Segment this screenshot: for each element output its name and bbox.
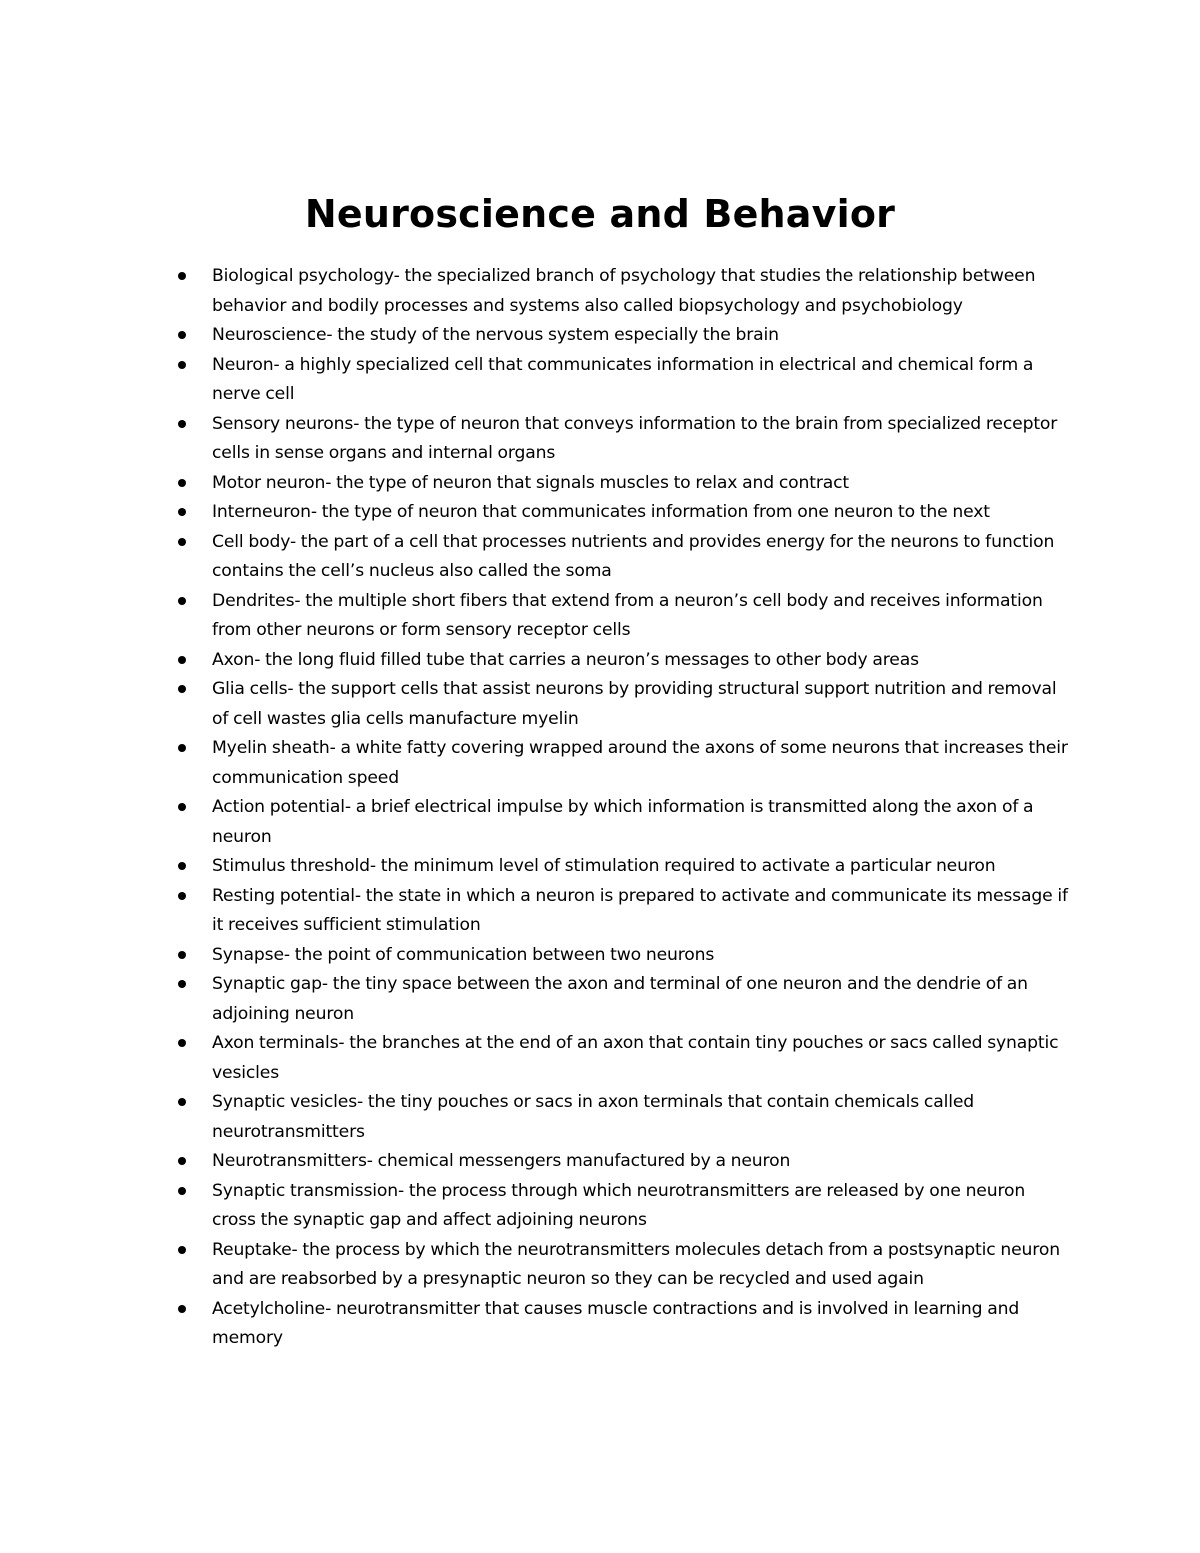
list-item-text: Motor neuron- the type of neuron that signals muscles to relax and contract [212, 472, 850, 493]
bullet-icon [178, 1157, 186, 1165]
list-item-text: Biological psychology- the specialized branch of psychology that studies the relationship between behavior and bodily processes and systems also called biopsychology and psychobiology [212, 266, 1036, 316]
list-item [173, 1147, 1073, 1177]
list-item [173, 587, 1073, 646]
list-item-text: Dendrites- the multiple short fibers that extend from a neuron’s cell body and receives information from other neurons or form sensory receptor cells [212, 590, 1043, 640]
bullet-icon [178, 1246, 186, 1254]
definition-list [173, 262, 1073, 1354]
list-item-text: Resting potential- the state in which a neuron is prepared to activate and communicate its message if it receives sufficient stimulation [212, 885, 1068, 935]
list-item [173, 882, 1073, 941]
list-item [173, 970, 1073, 1029]
list-item [173, 675, 1073, 734]
bullet-icon [178, 862, 186, 870]
list-item-text: Neuron- a highly specialized cell that communicates information in electrical and chemical form a nerve cell [212, 354, 1034, 404]
bullet-icon [178, 656, 186, 664]
list-item-text: Sensory neurons- the type of neuron that conveys information to the brain from specialized receptor cells in sense organs and internal organs [212, 413, 1058, 463]
list-item-text: Action potential- a brief electrical impulse by which information is transmitted along the axon of a neuron [212, 797, 1034, 847]
bullet-icon [178, 361, 186, 369]
bullet-icon [178, 331, 186, 339]
list-item [173, 498, 1073, 528]
bullet-icon [178, 272, 186, 280]
bullet-icon [178, 1039, 186, 1047]
list-item [173, 528, 1073, 587]
list-item-text: Acetylcholine- neurotransmitter that causes muscle contractions and is involved in learning and memory [212, 1298, 1020, 1348]
bullet-icon [178, 420, 186, 428]
list-item [173, 410, 1073, 469]
list-item [173, 321, 1073, 351]
list-item [173, 941, 1073, 971]
list-item-text: Myelin sheath- a white fatty covering wrapped around the axons of some neurons that increases their communication speed [212, 738, 1068, 788]
bullet-icon [178, 538, 186, 546]
list-item-text: Neurotransmitters- chemical messengers manufactured by a neuron [212, 1151, 791, 1171]
list-item [173, 646, 1073, 676]
list-item [173, 351, 1073, 410]
bullet-icon [178, 479, 186, 487]
list-item-text: Stimulus threshold- the minimum level of stimulation required to activate a particular neuron [212, 856, 996, 876]
bullet-icon [178, 508, 186, 516]
bullet-icon [178, 744, 186, 752]
bullet-icon [178, 1305, 186, 1313]
bullet-icon [178, 892, 186, 900]
list-item [173, 1029, 1073, 1088]
page-title: Neuroscience and Behavior [304, 192, 896, 236]
list-item [173, 1088, 1073, 1147]
list-item [173, 734, 1073, 793]
list-item-text: Glia cells- the support cells that assist neurons by providing structural support nutrition and removal of cell wastes glia cells manufacture myelin [212, 679, 1057, 729]
list-item [173, 1177, 1073, 1236]
list-item-text: Synaptic transmission- the process through which neurotransmitters are released by one neuron cross the synaptic gap and affect adjoining neurons [212, 1180, 1026, 1230]
list-item-text: Reuptake- the process by which the neurotransmitters molecules detach from a postsynaptic neuron and are reabsorbed by a presynaptic neuron so they can be recycled and used again [212, 1239, 1060, 1289]
list-item [173, 852, 1073, 882]
list-item [173, 1295, 1073, 1354]
bullet-icon [178, 1098, 186, 1106]
list-item-text: Synaptic gap- the tiny space between the axon and terminal of one neuron and the dendrie of an adjoining neuron [212, 974, 1028, 1024]
list-item-text: Interneuron- the type of neuron that communicates information from one neuron to the next [212, 502, 990, 522]
bullet-icon [178, 1187, 186, 1195]
bullet-icon [178, 951, 186, 959]
bullet-icon [178, 685, 186, 693]
list-item [173, 1236, 1073, 1295]
list-item [173, 469, 1073, 499]
list-item-text: Synaptic vesicles- the tiny pouches or sacs in axon terminals that contain chemicals called neurotransmitters [212, 1092, 975, 1142]
list-item [173, 793, 1073, 852]
bullet-icon [178, 597, 186, 605]
bullet-icon [178, 980, 186, 988]
bullet-icon [178, 803, 186, 811]
list-item-text: Synapse- the point of communication between two neurons [212, 944, 715, 965]
list-item-text: Neuroscience- the study of the nervous system especially the brain [212, 325, 779, 345]
list-item [173, 262, 1073, 321]
list-item-text: Axon terminals- the branches at the end of an axon that contain tiny pouches or sacs called synaptic vesicles [212, 1033, 1059, 1083]
list-item-text: Axon- the long fluid filled tube that carries a neuron’s messages to other body areas [212, 649, 919, 670]
list-item-text: Cell body- the part of a cell that processes nutrients and provides energy for the neurons to function contains the cell’s nucleus also called the soma [212, 531, 1055, 581]
